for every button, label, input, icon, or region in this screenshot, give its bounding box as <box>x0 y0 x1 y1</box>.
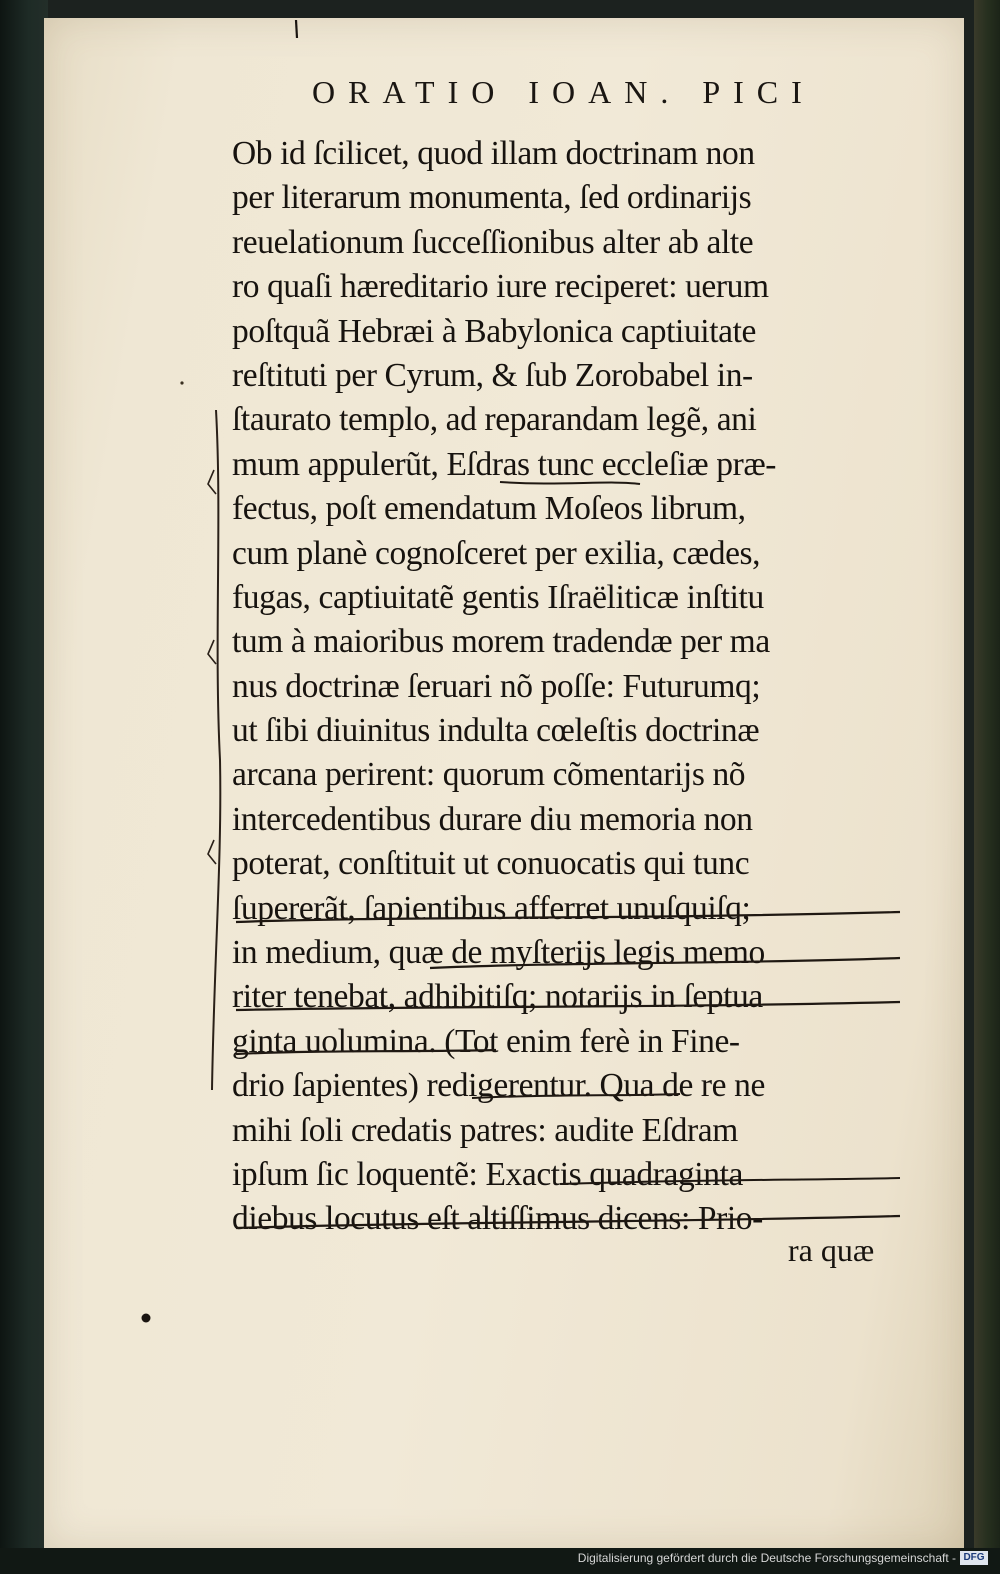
text-line: tum à maioribus morem tradendæ per ma <box>232 623 770 661</box>
text-line: per literarum monumenta, ſed ordinarijs <box>232 179 752 217</box>
ink-mark <box>296 20 297 38</box>
digitization-credit: Digitalisierung gefördert durch die Deutsche Forschungsgemeinschaft - <box>577 1551 956 1565</box>
text-line: drio ſapientes) redigerentur. Qua de re ne <box>232 1067 765 1105</box>
text-line: intercedentibus durare diu memoria non <box>232 800 753 838</box>
text-line: Ob id ſcilicet, quod illam doctrinam non <box>232 135 755 172</box>
text-line: fectus, poſt emendatum Moſeos librum, <box>232 490 746 528</box>
ink-dot <box>142 1314 151 1323</box>
ink-dot <box>180 381 183 384</box>
text-line: diebus locutus eſt altiſſimus dicens: Prio- <box>232 1200 763 1238</box>
text-line: poſtquã Hebræi à Babylonica captiuitate <box>232 312 756 350</box>
underline <box>500 482 640 484</box>
underline <box>236 1216 900 1228</box>
text-line: arcana perirent: quorum cõmentarijs nõ <box>232 756 746 794</box>
text-line: ſupererãt, ſapientibus afferret unuſquiſq; <box>232 889 751 927</box>
text-line: ut ſibi diuinitus indulta cœleſtis doctrinæ <box>232 712 760 750</box>
text-line: in medium, quæ de myſterijs legis memo <box>232 934 765 972</box>
text-line: nus doctrinæ ſeruari nõ poſſe: Futurumq; <box>232 667 761 705</box>
running-title: ORATIO IOAN. PICI <box>312 74 815 110</box>
dfg-logo: DFG <box>960 1551 988 1565</box>
margin-bracket <box>212 410 220 1090</box>
text-line: cum planè cognoſceret per exilia, cædes, <box>232 534 761 572</box>
text-line: ipſum ſic loquentẽ: Exactis quadraginta <box>232 1155 743 1193</box>
margin-bracket-tick <box>208 470 216 864</box>
underline <box>472 1094 680 1098</box>
text-line: mihi ſoli credatis patres: audite Eſdram <box>232 1111 738 1149</box>
text-line: ſtaurato templo, ad reparandam legẽ, ani <box>232 401 757 439</box>
text-line: riter tenebat, adhibitiſq; notarijs in ſeptua <box>232 978 763 1016</box>
underline <box>236 912 900 922</box>
text-line: ginta uolumina. (Tot enim ferè in Fine- <box>232 1022 740 1060</box>
catchword: ra quæ <box>788 1232 875 1268</box>
text-line: ro quaſi hæreditario iure reciperet: uerum <box>232 268 769 306</box>
text-line: reſtituti per Cyrum, & ſub Zorobabel in- <box>232 356 753 394</box>
underline <box>236 1050 496 1054</box>
underline <box>430 958 900 968</box>
text-line: poterat, conſtituit ut conuocatis qui tunc <box>232 845 750 883</box>
text-line: fugas, captiuitatẽ gentis Iſraëliticæ inſtitu <box>232 578 764 616</box>
text-line: reuelationum ſucceſſionibus alter ab alte <box>232 223 754 261</box>
underline <box>560 1178 900 1184</box>
underline <box>236 1002 900 1010</box>
text-line: mum appulerũt, Eſdras tunc eccleſiæ præ- <box>232 445 777 483</box>
